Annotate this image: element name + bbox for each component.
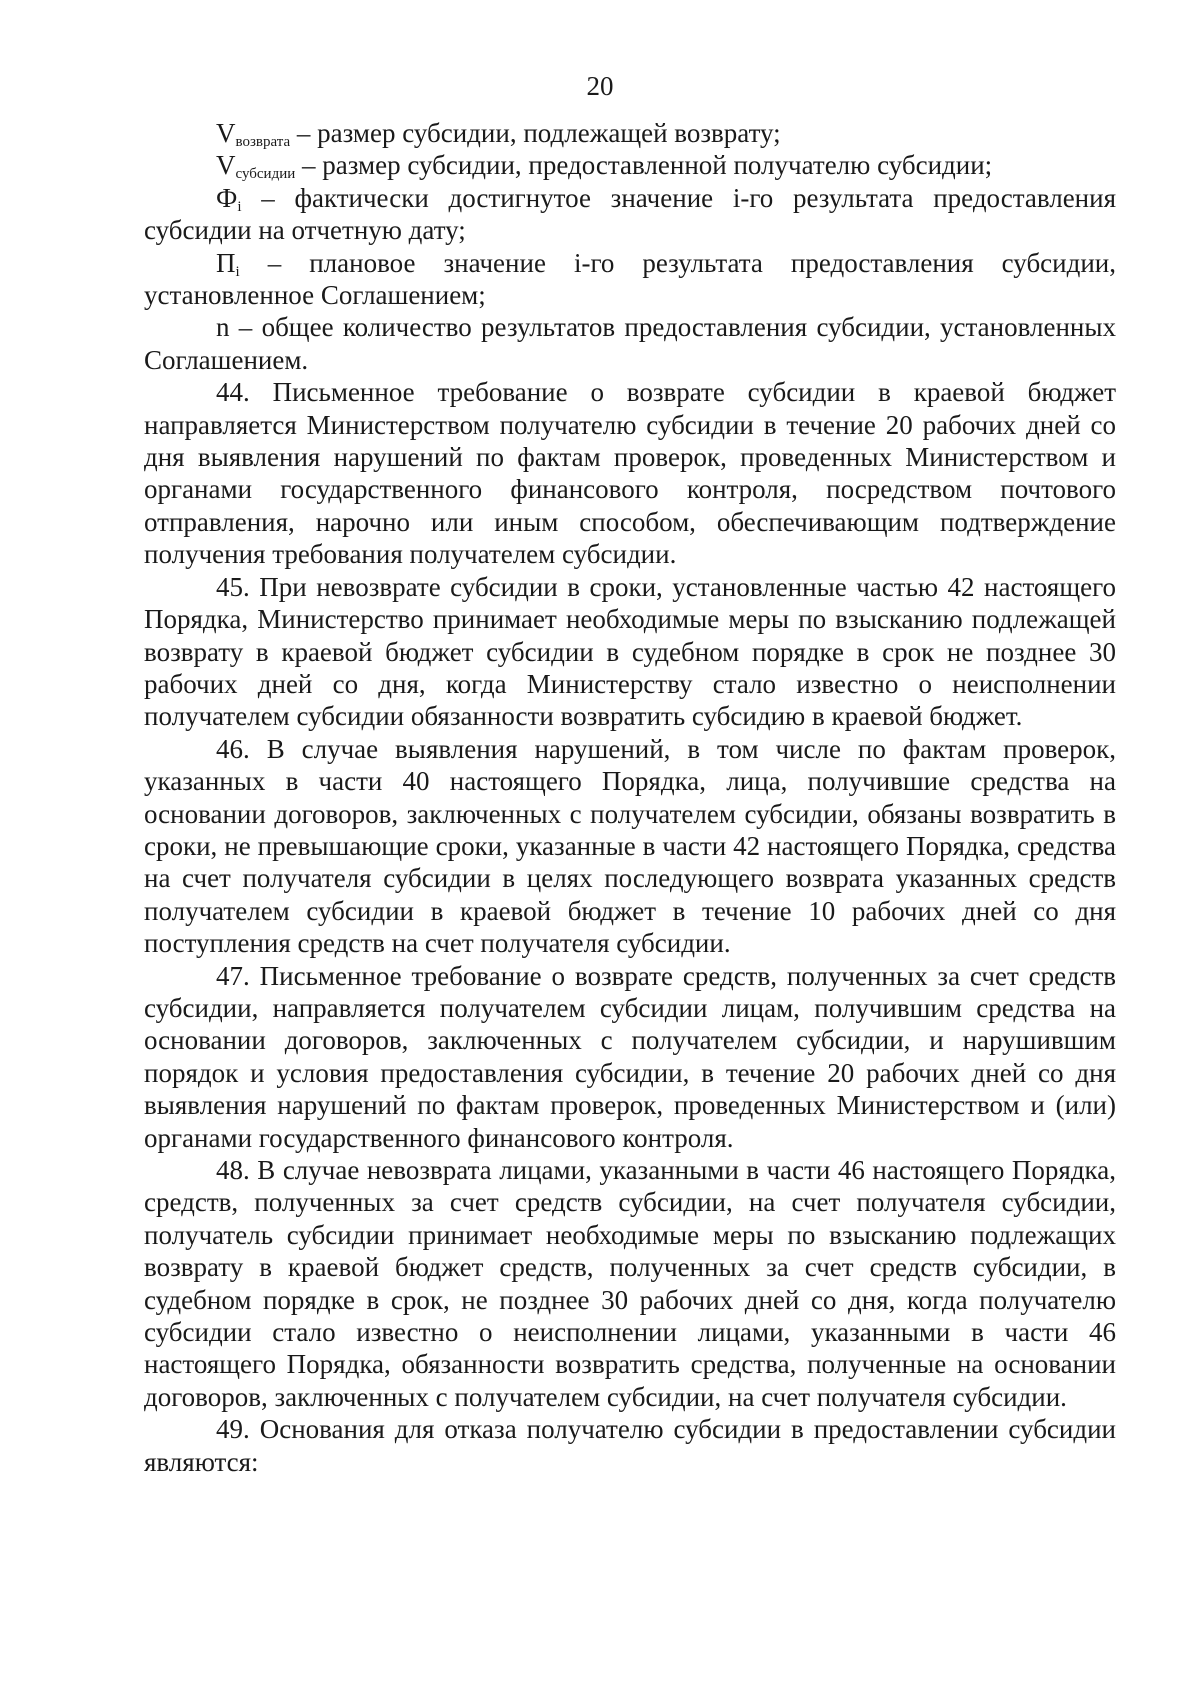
paragraph-text: Основания для отказа получателю субсидии в предоставлении субсидии являются: [144,1414,1117,1477]
paragraph-number: 45. [216,571,250,602]
paragraph-44 [144,376,1116,570]
definition-v-return [144,117,1116,149]
paragraph-48 [144,1154,1116,1413]
definition-text: – общее количество результатов предоставления субсидии, установленных Соглашением. [144,312,1116,375]
definition-text: – размер субсидии, предоставленной получателю субсидии; [295,150,993,181]
definition-subscript: i [235,263,240,280]
definition-symbol: Ф [216,182,238,213]
definition-n [144,311,1116,376]
definition-symbol: n [216,312,230,343]
paragraph-number: 49. [216,1414,250,1445]
paragraph-text: При невозврате субсидии в сроки, установленные частью 42 настоящего Порядка, Министерство принимает необходимые меры по взысканию подлежащей возврату в краевой бюджет субсидии в судебном порядке в срок не позднее 30 рабочих дней со дня, когда Министерству стало известно о неисполнении получателем субсидии обязанности возвратить субсидию в краевой бюджет. [144,571,1116,732]
paragraph-text: В случае невозврата лицами, указанными в части 46 настоящего Порядка, средств, полученных за счет средств субсидии, на счет получателя субсидии, получатель субсидии принимает необходимые меры по взысканию подлежащих возврату в краевой бюджет средств, полученных за счет средств субсидии, в судебном порядке в срок, не позднее 30 рабочих дней со дня, когда получателю субсидии стало известно о неисполнении лицами, указанными в части 46 настоящего Порядка, обязанности возвратить средства, полученные на основании договоров, заключенных с получателем субсидии, на счет получателя субсидии. [144,1155,1116,1412]
paragraph-49 [144,1413,1116,1478]
paragraph-text: Письменное требование о возврате средств, полученных за счет средств субсидии, направляется получателем субсидии лицам, получившим средства на основании договоров, заключенных с получателем субсидии, и нарушившим порядок и условия предоставления субсидии, в течение 20 рабочих дней со дня выявления нарушений по фактам проверок, проведенных Министерством и (или) органами государственного финансового контроля. [144,960,1117,1153]
paragraph-number: 44. [216,377,250,408]
definition-pi [144,247,1116,312]
document-body [144,117,1116,1478]
definition-symbol: V [216,150,236,181]
paragraph-number: 48. [216,1155,250,1185]
paragraph-46 [144,733,1116,960]
paragraph-number: 47. [216,960,250,991]
paragraph-47 [144,960,1116,1154]
paragraph-45 [144,571,1116,733]
paragraph-text: Письменное требование о возврате субсидии в краевой бюджет направляется Министерством получателю субсидии в течение 20 рабочих дней со дня выявления нарушений по фактам проверок, проведенных Министерством и органами государственного финансового контроля, посредством почтового отправления, нарочно или иным способом, обеспечивающим подтверждение получения требования получателем субсидии. [144,377,1117,570]
paragraph-number: 46. [216,733,250,764]
definition-text: – плановое значение i-го результата предоставления субсидии, установленное Соглашением; [144,247,1116,311]
page-number: 20 [586,71,614,101]
paragraph-text: В случае выявления нарушений, в том числе по фактам проверок, указанных в части 40 настоящего Порядка, лица, получившие средства на основании договоров, заключенных с получателем субсидии, обязаны возвратить в сроки, не превышающие сроки, указанные в части 42 настоящего Порядка, средства на счет получателя субсидии в целях последующего возврата указанных средств получателем субсидии в краевой бюджет в течение 10 рабочих дней со дня поступления средств на счет получателя субсидии. [144,733,1117,959]
definition-text: – фактически достигнутое значение i-го результата предоставления субсидии на отчетную дату; [144,182,1116,246]
definition-subscript: возврата [235,134,291,150]
definition-subscript: субсидии [235,166,296,183]
definition-v-subsidy [144,149,1116,181]
definition-subscript: i [237,198,242,215]
definition-text: – размер субсидии, подлежащей возврату; [290,118,781,148]
definition-symbol: V [216,118,236,148]
definition-phi [144,182,1116,247]
definition-symbol: П [216,247,236,278]
